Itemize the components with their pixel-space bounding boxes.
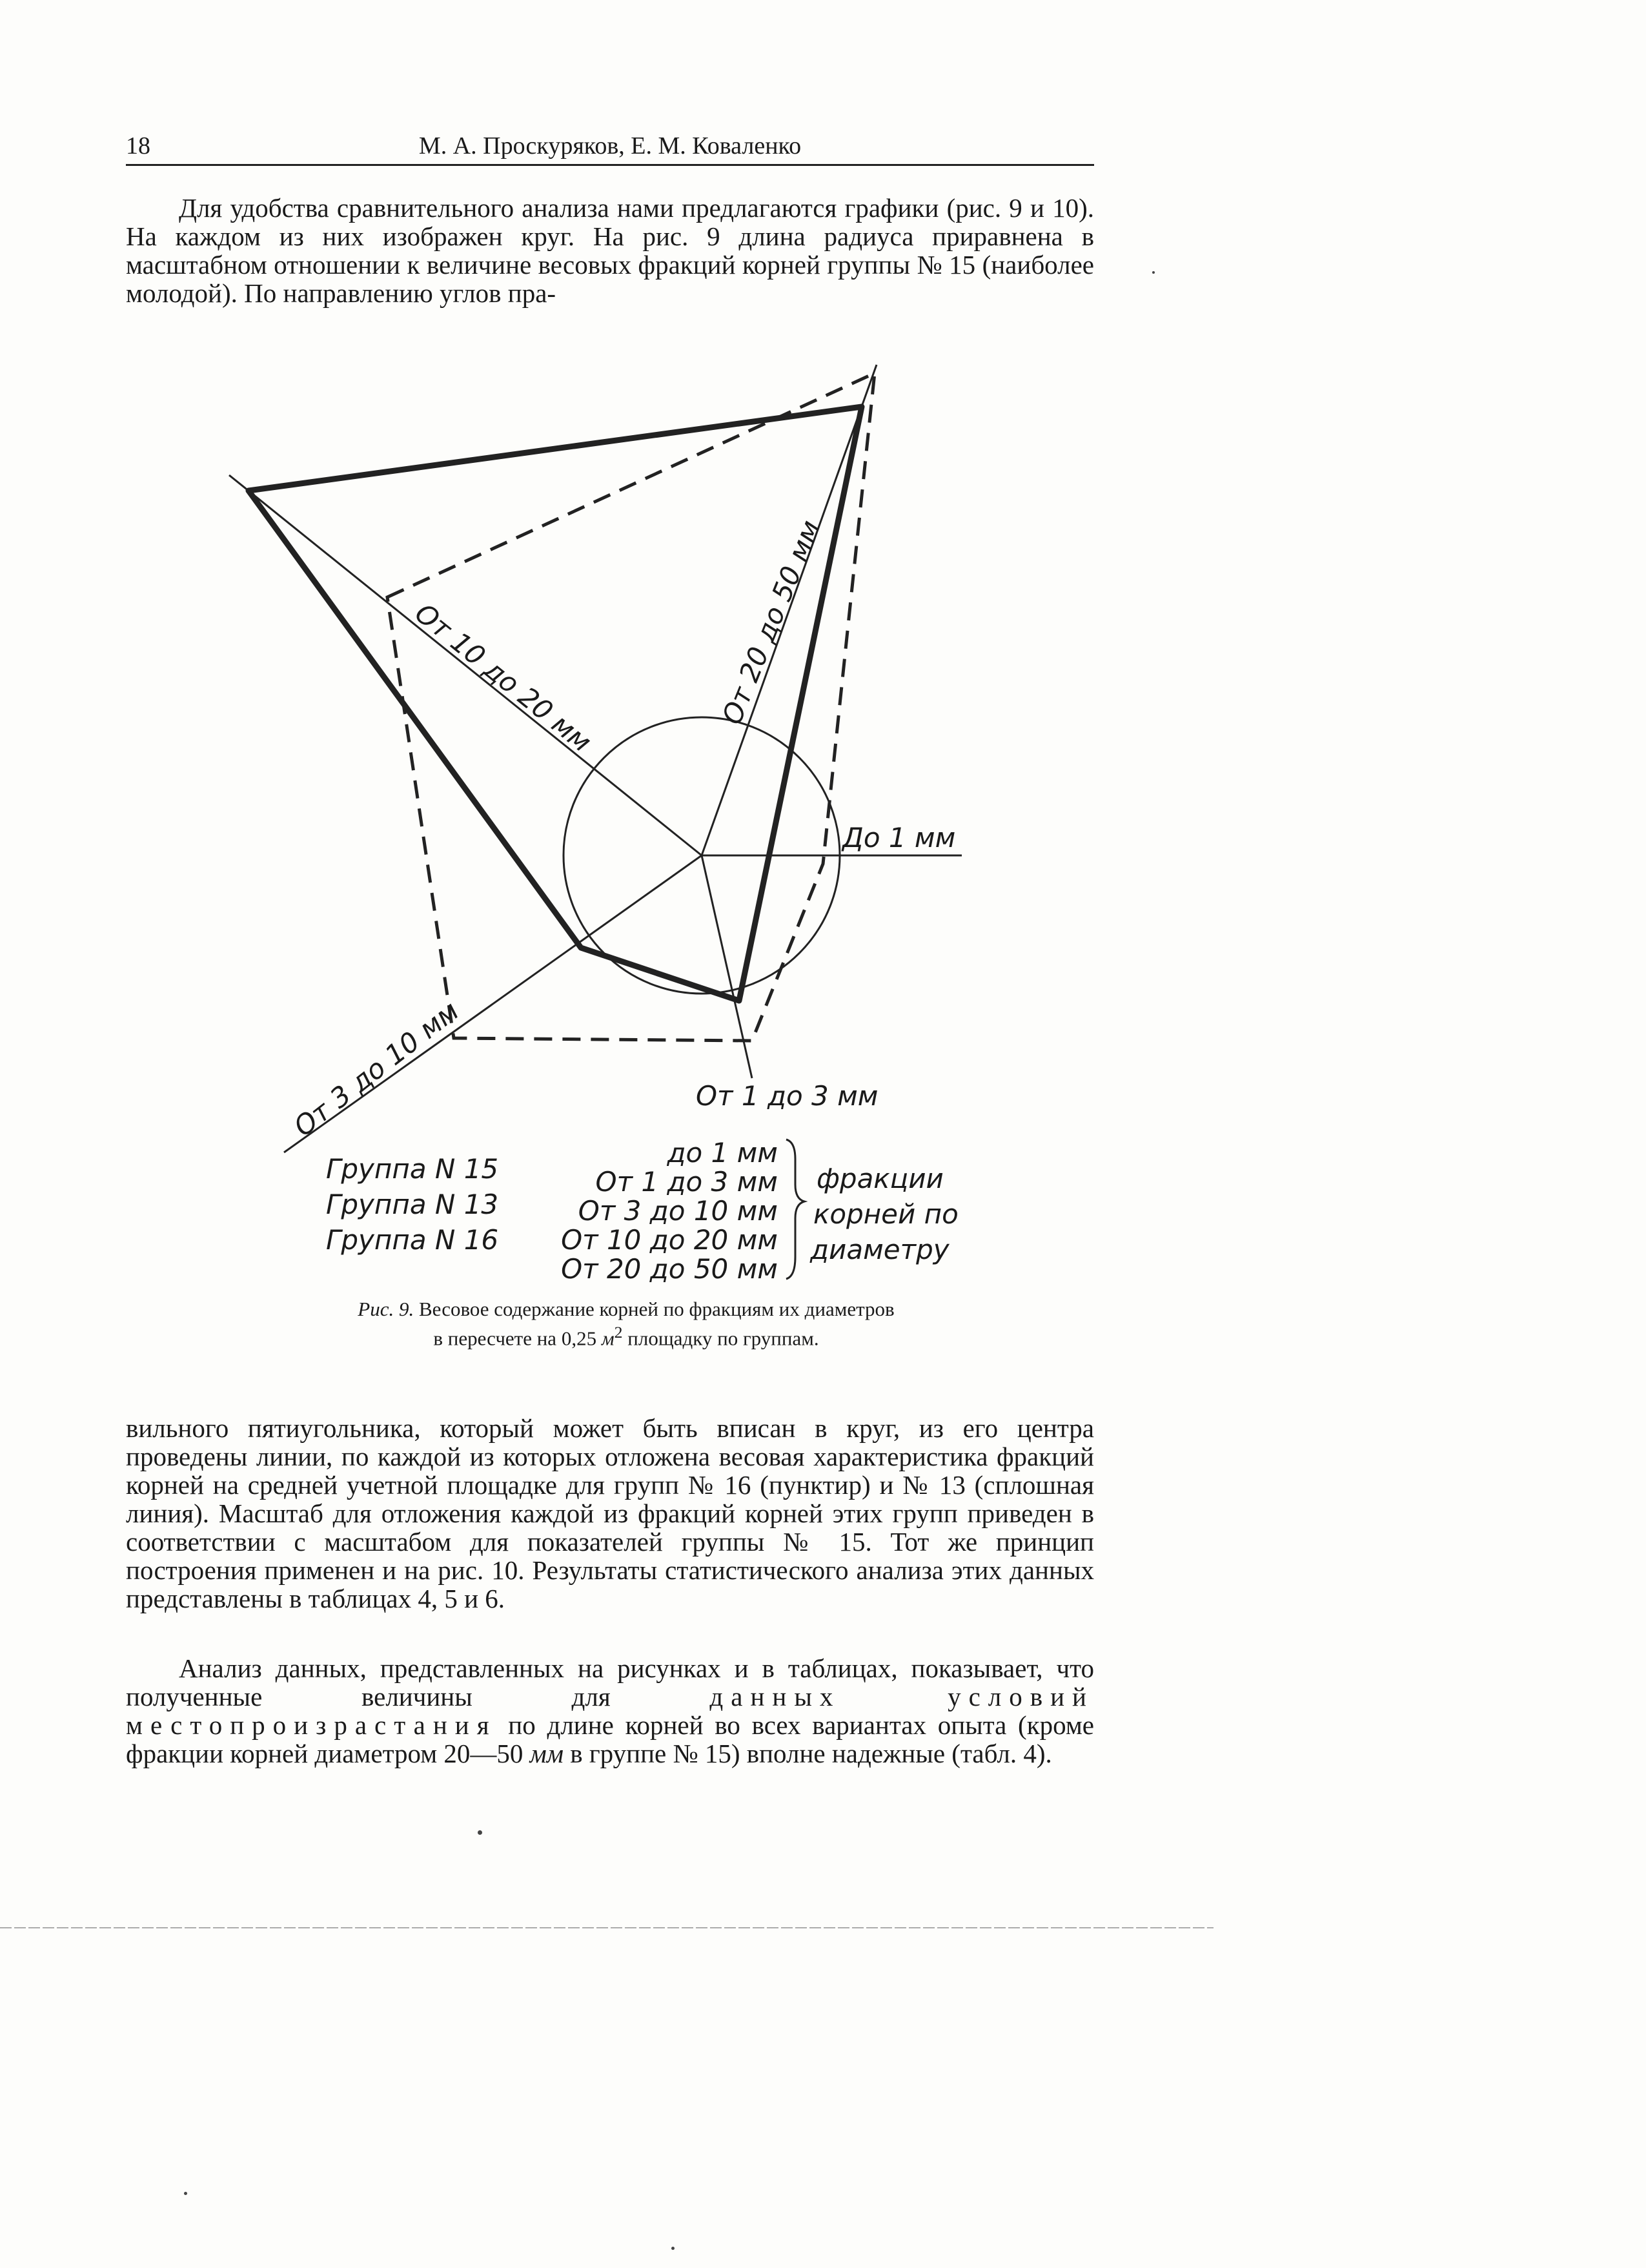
legend-group-16: Группа N 16 — [326, 1224, 499, 1256]
axis-label-3-10: От 3 до 10 мм — [287, 994, 465, 1143]
page-number: 18 — [126, 132, 150, 159]
legend-fraction-3: От 3 до 10 мм — [578, 1195, 778, 1227]
legend-bracket-label-3: диаметру — [810, 1234, 950, 1265]
caption-line-2-pre: в пересчете на 0,25 — [433, 1327, 602, 1350]
paragraph-analysis-start: Анализ данных, представленных на рисунках и в таблицах, показывает, что полученные величины для — [126, 1653, 1094, 1711]
scan-speck — [184, 2192, 187, 2195]
figure-caption — [255, 1298, 997, 1350]
group-13-polygon — [249, 407, 862, 1001]
legend-group-15: Группа N 15 — [326, 1153, 499, 1185]
paragraph-analysis-unit: мм — [529, 1739, 564, 1768]
paragraph-analysis-spaced: данных условий местопроизрастания — [126, 1682, 1094, 1740]
legend-group-13: Группа N 13 — [326, 1189, 499, 1220]
axis-line-1-3 — [702, 855, 752, 1078]
legend-brace — [786, 1139, 804, 1279]
paragraph-analysis-middle: по длине корней во всех вариантах опыта (кроме фракции корней диаметром 20—50 — [126, 1710, 1094, 1768]
reference-circle — [564, 717, 840, 994]
legend-fraction-2: От 1 до 3 мм — [595, 1166, 778, 1198]
header-rule — [126, 164, 1094, 166]
scan-speck — [1152, 271, 1155, 274]
group-16-polygon — [387, 373, 875, 1041]
caption-line-1: Весовое содержание корней по фракциям их диаметров — [419, 1298, 895, 1320]
paragraph-analysis — [126, 1654, 1094, 1768]
running-head: М. А. Проскуряков, Е. М. Коваленко — [418, 132, 802, 159]
axis-line-20-50 — [702, 365, 877, 855]
axis-label-10-20: От 10 до 20 мм — [409, 597, 598, 759]
paragraph-intro: Для удобства сравнительного анализа нами предлагаются графики (рис. 9 и 10). На каждом из них изображен круг. На рис. 9 длина радиуса приравнена в масштабном отношении к величине весовых фракций корней группы № 15 (наиболее молодой). По направлению углов пра- — [126, 193, 1094, 308]
axis-label-20-50: От 20 до 50 мм — [715, 515, 827, 729]
paragraph-analysis-end: в группе № 15) вполне надежные (табл. 4). — [564, 1739, 1052, 1768]
axis-line-3-10 — [284, 855, 702, 1152]
axis-label-1-3: От 1 до 3 мм — [696, 1080, 879, 1112]
legend-fraction-4: От 10 до 20 мм — [561, 1224, 778, 1256]
scan-speck — [671, 2247, 675, 2250]
caption-unit-sup: 2 — [614, 1323, 623, 1342]
scan-artifact-line — [0, 1927, 1214, 1928]
page-header — [126, 127, 1094, 165]
legend-bracket-label-1: фракции — [817, 1163, 944, 1194]
caption-label: Рис. 9. — [358, 1298, 414, 1320]
legend-fraction-1: до 1 мм — [667, 1137, 778, 1169]
caption-line-2-post: площадку по группам. — [622, 1327, 819, 1350]
axis-label-lt1: До 1 мм — [842, 822, 956, 853]
paragraph-continuation: вильного пятиугольника, который может быть вписан в круг, из его центра проведены линии, по каждой из которых отложена весовая характеристика фракций корней на средней учетной площадке для групп № 16 (пунктир) и № 13 (сплошная линия). Масштаб для отложения каждой из фракций корней этих групп приведен в соответствии с масштабом для показателей группы № 15. Тот же принцип построения применен и на рис. 10. Результаты статистического анализа этих данных представлены в таблицах 4, 5 и 6. — [126, 1413, 1094, 1613]
axis-line-10-20 — [229, 475, 702, 855]
caption-unit: м — [601, 1327, 615, 1350]
legend-fraction-5: От 20 до 50 мм — [561, 1253, 778, 1285]
legend-bracket-label-2: корней по — [813, 1198, 959, 1230]
scan-speck — [478, 1830, 482, 1835]
